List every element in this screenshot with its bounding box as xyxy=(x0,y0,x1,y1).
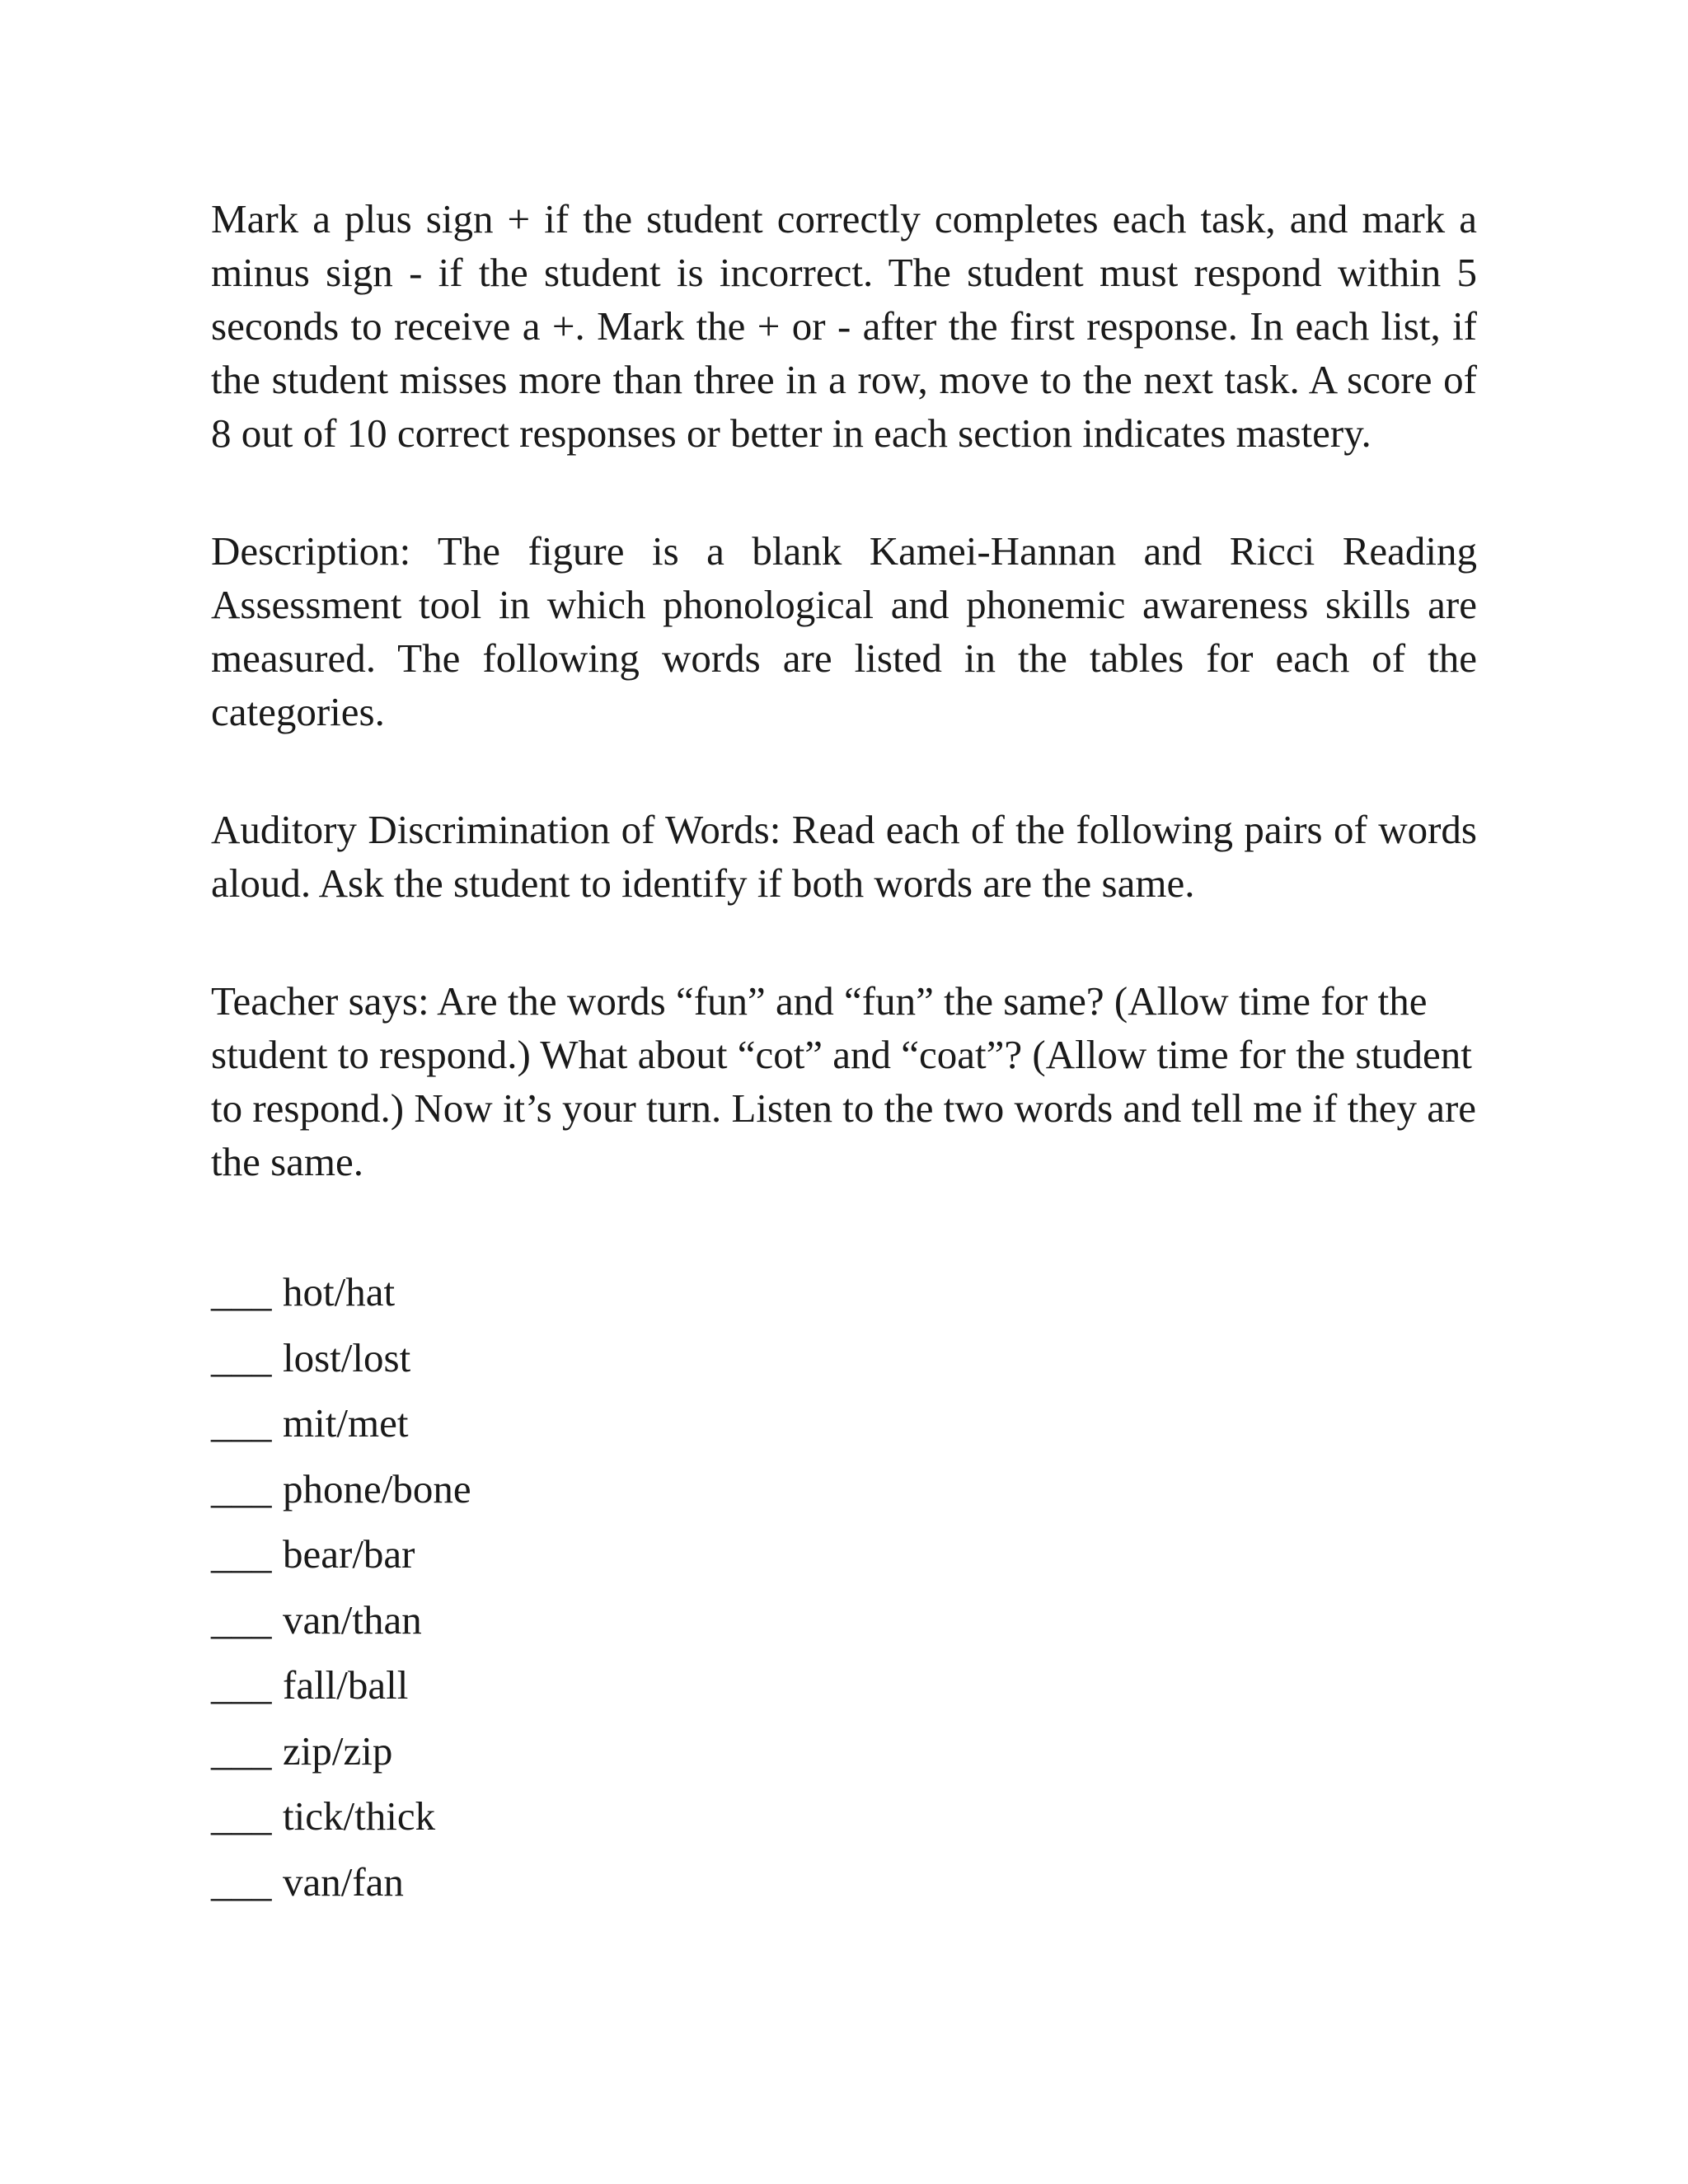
word-pair: hot/hat xyxy=(283,1269,396,1315)
list-item xyxy=(211,1718,1477,1784)
answer-blank: ___ xyxy=(211,1596,272,1643)
page-content xyxy=(211,192,1477,1915)
word-pair: lost/lost xyxy=(283,1334,411,1380)
scoring-instructions-paragraph: Mark a plus sign + if the student correctly completes each task, and mark a minus sign - if the student is incorrect. The student must respond within 5 seconds to receive a +. Mark the + or - after the first response. In each list, if the student misses more than three in a row, move to the next task. A score of 8 out of 10 correct responses or better in each section indicates mastery. xyxy=(211,196,1477,456)
list-item xyxy=(211,1783,1477,1849)
answer-blank: ___ xyxy=(211,1531,272,1577)
list-item xyxy=(211,1390,1477,1456)
list-item xyxy=(211,1587,1477,1653)
list-item xyxy=(211,1521,1477,1587)
answer-blank: ___ xyxy=(211,1662,272,1708)
description-paragraph: Description: The figure is a blank Kamei-Hannan and Ricci Reading Assessment tool in which phonological and phonemic awareness skills are measured. The following words are listed in the tables for each of the categories. xyxy=(211,528,1477,734)
word-pair: fall/ball xyxy=(283,1662,409,1708)
word-pair: tick/thick xyxy=(283,1793,436,1839)
answer-blank: ___ xyxy=(211,1465,272,1511)
answer-blank: ___ xyxy=(211,1793,272,1839)
list-item xyxy=(211,1259,1477,1325)
list-item xyxy=(211,1652,1477,1718)
list-item xyxy=(211,1325,1477,1391)
answer-blank: ___ xyxy=(211,1727,272,1774)
word-pair: zip/zip xyxy=(283,1727,393,1774)
word-pair: van/fan xyxy=(283,1858,404,1905)
answer-blank: ___ xyxy=(211,1334,272,1380)
list-item xyxy=(211,1849,1477,1915)
word-pair: bear/bar xyxy=(283,1531,415,1577)
teacher-says-paragraph: Teacher says: Are the words “fun” and “fun” the same? (Allow time for the student to respond.) What about “cot” and “coat”? (Allow time for the student to respond.) Now it’s your turn. Listen to the two words and tell me if they are the same. xyxy=(211,978,1477,1184)
list-item xyxy=(211,1456,1477,1522)
word-pair: mit/met xyxy=(283,1400,409,1446)
word-pair: van/than xyxy=(283,1596,422,1643)
word-pair: phone/bone xyxy=(283,1465,471,1511)
auditory-discrimination-paragraph: Auditory Discrimination of Words: Read each of the following pairs of words aloud. Ask the student to identify if both words are the same. xyxy=(211,807,1477,906)
answer-blank: ___ xyxy=(211,1400,272,1446)
answer-blank: ___ xyxy=(211,1858,272,1905)
answer-blank: ___ xyxy=(211,1269,272,1315)
word-pair-list xyxy=(211,1259,1477,1915)
